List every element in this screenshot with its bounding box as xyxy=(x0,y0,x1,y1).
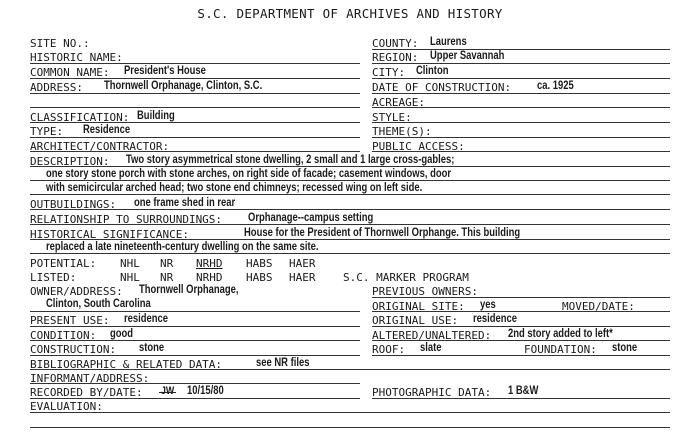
significance-label: HISTORICAL SIGNIFICANCE: xyxy=(30,228,189,241)
potential-haer: HAER xyxy=(289,257,316,270)
present-use-label: PRESENT USE: xyxy=(30,314,110,327)
rule xyxy=(30,122,360,123)
recorded-by-label: RECORDED BY/DATE: xyxy=(30,386,143,399)
recorder-initials: JW xyxy=(161,385,175,397)
rule xyxy=(30,340,360,341)
rule xyxy=(30,93,360,94)
common-name-value: President's House xyxy=(124,65,206,77)
description-line-1: Two story asymmetrical stone dwelling, 2 small and 1 large cross-gables; xyxy=(126,154,455,166)
rule xyxy=(30,427,670,428)
owner-line-1: Thornwell Orphanage, xyxy=(139,284,239,296)
construction-label: CONSTRUCTION: xyxy=(30,343,117,356)
rule xyxy=(372,93,670,94)
rule xyxy=(372,137,670,138)
rule xyxy=(30,326,360,327)
rule xyxy=(372,122,670,123)
rule xyxy=(30,209,670,210)
potential-label: POTENTIAL: xyxy=(30,257,97,270)
roof-value: slate xyxy=(420,342,442,354)
classification-label: CLASSIFICATION: xyxy=(30,111,130,124)
foundation-value: stone xyxy=(612,342,638,354)
original-use-value: residence xyxy=(473,313,518,325)
rule xyxy=(30,151,360,152)
listed-nhl: NHL xyxy=(120,271,140,284)
relationship-label: RELATIONSHIP TO SURROUNDINGS: xyxy=(30,213,223,226)
type-value: Residence xyxy=(83,124,131,136)
date-of-construction-value: ca. 1925 xyxy=(537,80,574,92)
rule xyxy=(372,340,670,341)
rule xyxy=(372,355,670,356)
listed-nr: NR xyxy=(160,271,174,284)
potential-nr: NR xyxy=(160,257,174,270)
address-label: ADDRESS: xyxy=(30,81,83,94)
rule xyxy=(30,137,360,138)
acreage-label: ACREAGE: xyxy=(372,96,425,109)
description-line-2: one story stone porch with stone arches, on right side of facade; casement windows, door xyxy=(46,168,452,180)
bibliographic-label: BIBLIOGRAPHIC & RELATED DATA: xyxy=(30,358,223,371)
original-use-label: ORIGINAL USE: xyxy=(372,314,459,327)
potential-habs: HABS xyxy=(246,257,273,270)
description-line-3: with semicircular arched head; two stone end chimneys; recessed wing on left side. xyxy=(46,182,423,194)
region-label: REGION: xyxy=(372,51,419,64)
rule xyxy=(30,355,360,356)
rule xyxy=(372,398,670,399)
informant-label: INFORMANT/ADDRESS: xyxy=(30,372,150,385)
owner-line-2: Clinton, South Carolina xyxy=(46,298,151,310)
themes-label: THEME(S): xyxy=(372,125,432,138)
county-value: Laurens xyxy=(430,36,467,48)
rule xyxy=(372,151,670,152)
rule xyxy=(372,311,670,312)
altered-label: ALTERED/UNALTERED: xyxy=(372,329,492,342)
present-use-value: residence xyxy=(124,313,169,325)
site-no-label: SITE NO.: xyxy=(30,37,90,50)
outbuildings-label: OUTBUILDINGS: xyxy=(30,198,117,211)
initials-strike xyxy=(159,392,176,393)
city-label: CITY: xyxy=(372,66,406,79)
region-value: Upper Savannah xyxy=(430,50,505,62)
rule xyxy=(30,78,360,79)
rule xyxy=(30,224,670,225)
listed-haer: HAER xyxy=(289,271,316,284)
rule xyxy=(30,107,360,108)
listed-sc-marker: S.C. MARKER PROGRAM xyxy=(343,271,469,284)
listed-nrhd: NRHD xyxy=(196,271,223,284)
rule xyxy=(372,297,670,298)
rule xyxy=(30,239,670,240)
rule xyxy=(372,107,670,108)
address-value: Thornwell Orphanage, Clinton, S.C. xyxy=(104,80,263,92)
outbuildings-value: one frame shed in rear xyxy=(134,197,236,209)
rule xyxy=(372,49,670,50)
date-of-construction-label: DATE OF CONSTRUCTION: xyxy=(372,81,512,94)
previous-owners-label: PREVIOUS OWNERS: xyxy=(372,285,478,298)
condition-value: good xyxy=(110,328,134,340)
rule xyxy=(372,326,670,327)
roof-label: ROOF: xyxy=(372,343,406,356)
rule xyxy=(30,194,670,195)
original-site-label: ORIGINAL SITE: xyxy=(372,300,465,313)
type-label: TYPE: xyxy=(30,125,64,138)
potential-nhl: NHL xyxy=(120,257,140,270)
rule xyxy=(30,398,360,399)
rule xyxy=(30,412,670,413)
condition-label: CONDITION: xyxy=(30,329,97,342)
rule xyxy=(30,369,670,370)
potential-nrhd: NRHD xyxy=(196,257,223,270)
description-label: DESCRIPTION: xyxy=(30,155,110,168)
owner-address-label: OWNER/ADDRESS: xyxy=(30,285,123,298)
rule xyxy=(30,166,670,167)
rule xyxy=(30,63,360,64)
construction-value: stone xyxy=(139,342,165,354)
common-name-label: COMMON NAME: xyxy=(30,66,110,79)
rule xyxy=(30,311,360,312)
altered-value: 2nd story added to left* xyxy=(508,328,613,340)
public-access-label: PUBLIC ACCESS: xyxy=(372,140,465,153)
significance-line-2: replaced a late nineteenth-century dwelling on the same site. xyxy=(46,241,319,253)
style-label: STYLE: xyxy=(372,111,412,124)
rule xyxy=(372,63,670,64)
rule xyxy=(30,180,670,181)
significance-line-1: House for the President of Thornwell Orphange. This building xyxy=(244,227,521,239)
photographic-data-value: 1 B&W xyxy=(508,385,539,397)
historic-name-label: HISTORIC NAME: xyxy=(30,51,123,64)
county-label: COUNTY: xyxy=(372,37,419,50)
evaluation-label: EVALUATION: xyxy=(30,400,103,413)
listed-habs: HABS xyxy=(246,271,273,284)
relationship-value: Orphanage--campus setting xyxy=(248,212,374,224)
rule xyxy=(30,383,360,384)
listed-label: LISTED: xyxy=(30,271,77,284)
form-title: S.C. DEPARTMENT OF ARCHIVES AND HISTORY xyxy=(197,6,503,21)
original-site-value: yes xyxy=(480,299,496,311)
recorded-date-value: 10/15/80 xyxy=(187,385,224,397)
photographic-data-label: PHOTOGRAPHIC DATA: xyxy=(372,386,492,399)
rule xyxy=(372,78,670,79)
foundation-label: FOUNDATION: xyxy=(524,343,597,356)
bibliographic-value: see NR files xyxy=(256,357,310,369)
architect-label: ARCHITECT/CONTRACTOR: xyxy=(30,140,170,153)
moved-date-label: MOVED/DATE: xyxy=(562,300,635,313)
rule xyxy=(30,253,670,254)
city-value: Clinton xyxy=(416,65,449,77)
classification-value: Building xyxy=(137,110,175,122)
